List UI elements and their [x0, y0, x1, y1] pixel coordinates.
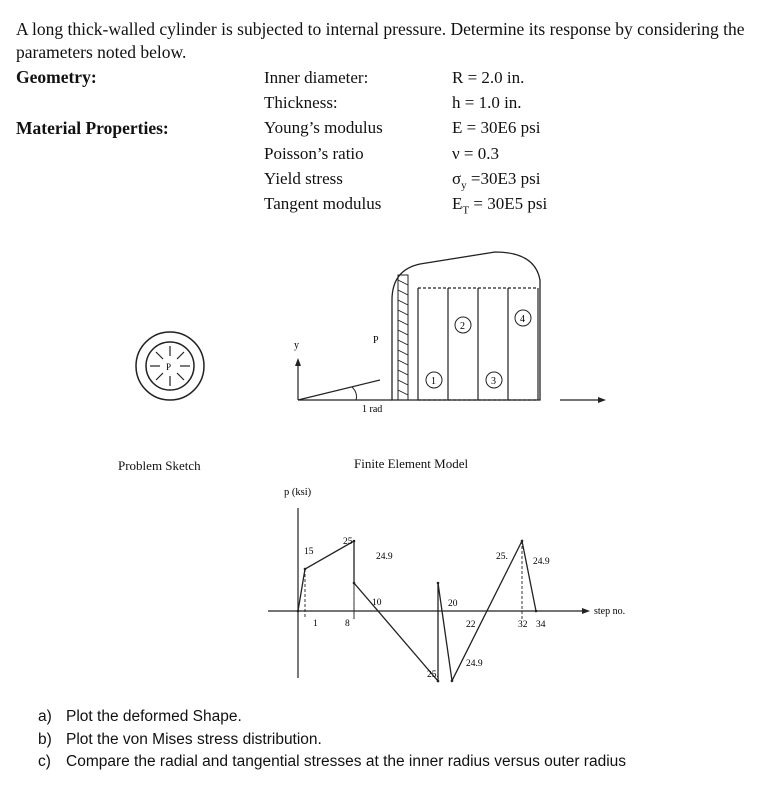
value-label-20: 20	[448, 599, 458, 609]
element-number-2: 2	[460, 321, 465, 332]
sketch-p-label: P	[166, 362, 172, 372]
question-a-text: Plot the deformed Shape.	[66, 708, 242, 725]
question-c-text: Compare the radial and tangential stresses at the inner radius versus outer radius	[66, 753, 627, 770]
problem-sketch	[136, 332, 204, 400]
tick-label-32: 32	[518, 620, 528, 630]
tick-label-1: 1	[313, 619, 318, 629]
figure-area	[0, 230, 771, 480]
data-point	[521, 540, 524, 543]
data-point	[437, 680, 440, 683]
geometry-heading: Geometry:	[16, 67, 97, 87]
youngs-modulus-label: Young’s modulus	[264, 118, 383, 137]
value-label-10: 10	[372, 598, 382, 608]
element-number-4: 4	[520, 314, 525, 325]
element-number-1: 1	[431, 376, 436, 387]
value-label-24-9-c: 24.9	[466, 659, 483, 669]
intro-paragraph: A long thick-walled cylinder is subjected to internal pressure. Determine its response by considering the parameters noted below.	[16, 19, 745, 62]
tick-label-34: 34	[536, 620, 546, 630]
x-axis-arrow-icon	[582, 608, 590, 614]
question-a-marker: a)	[38, 708, 52, 725]
yield-stress-label: Yield stress	[264, 169, 343, 188]
problem-sketch-caption: Problem Sketch	[118, 458, 201, 473]
data-point	[353, 582, 356, 585]
data-point	[437, 582, 440, 585]
fem-p-label: P	[373, 335, 379, 346]
fem-y-axis-label: y	[294, 340, 299, 351]
question-c-marker: c)	[38, 753, 51, 770]
value-label-24-9-a: 24.9	[376, 552, 393, 562]
data-point	[353, 540, 356, 543]
inner-diameter-value: R = 2.0 in.	[452, 68, 525, 87]
chart-y-axis-label: p (ksi)	[284, 487, 312, 498]
value-label-25-c: 25.	[427, 670, 439, 680]
yield-stress-value: $\sigma_y =30E3$ psi	[452, 169, 541, 192]
thickness-value: h = 1.0 in.	[452, 93, 522, 112]
fem-angle-label: 1 rad	[362, 404, 383, 415]
tick-label-8: 8	[345, 619, 350, 629]
data-point	[535, 610, 538, 613]
value-label-15: 15	[304, 547, 314, 557]
value-label-25-b: 25.	[496, 552, 508, 562]
tick-label-22: 22	[466, 620, 476, 630]
chart-x-axis-label: step no.	[594, 606, 626, 617]
data-point	[451, 679, 454, 682]
question-b-marker: b)	[38, 731, 52, 748]
fem-caption: Finite Element Model	[354, 456, 469, 471]
fem-model	[295, 252, 606, 403]
tangent-modulus-label: Tangent modulus	[264, 194, 382, 213]
poissons-ratio-value: ν = 0.3	[452, 144, 500, 163]
question-b-text: Plot the von Mises stress distribution.	[66, 731, 322, 748]
poissons-ratio-label: Poisson’s ratio	[264, 144, 364, 163]
thickness-label: Thickness:	[264, 93, 338, 112]
tangent-modulus-value: $E_T = 30E5$ psi	[452, 194, 548, 217]
load-step-chart	[0, 480, 771, 690]
inner-diameter-label: Inner diameter:	[264, 68, 369, 87]
youngs-modulus-value: E = 30E6 psi	[452, 118, 541, 137]
element-number-3: 3	[491, 376, 496, 387]
material-heading: Material Properties:	[16, 118, 169, 138]
value-label-24-9-b: 24.9	[533, 557, 550, 567]
data-point	[304, 568, 307, 571]
value-label-25: 25	[343, 537, 353, 547]
data-point	[297, 610, 300, 613]
